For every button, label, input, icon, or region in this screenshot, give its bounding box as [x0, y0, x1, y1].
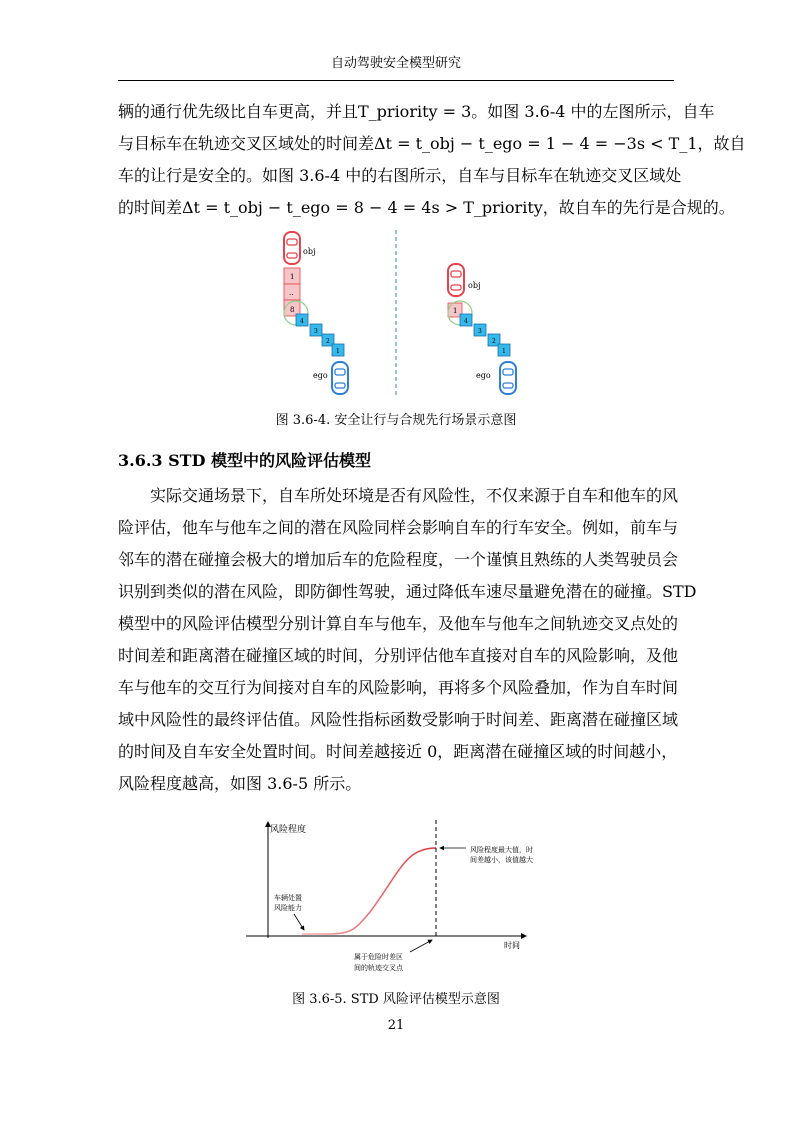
left-obj-label: obj [303, 247, 316, 256]
left-obj-cell-label: .. [289, 289, 294, 297]
running-header: 自动驾驶安全模型研究 [330, 56, 461, 71]
right-ego-cell-label: 4 [464, 318, 468, 325]
y-axis-label: 风险程度 [270, 825, 307, 835]
figure-3-6-5 [240, 816, 560, 982]
cross-annotation-line: 间的轨迹交叉点 [354, 964, 403, 972]
para2-line: 模型中的风险评估模型分别计算自车与他车，及他车与他车之间轨迹交叉点处的 [118, 614, 679, 633]
right-obj-label: obj [468, 281, 481, 290]
header-rule [118, 80, 674, 81]
right-ego-label: ego [476, 371, 491, 380]
ability-annotation-arrow [294, 914, 304, 930]
ability-annotation-line: 车辆处置 [274, 894, 302, 902]
para2-line: 时间差和距离潜在碰撞区域的时间，分别评估他车直接对自车的风险影响，及他 [118, 646, 679, 665]
left-ego-cell-label: 1 [336, 348, 340, 355]
left-ego-cell-label: 4 [300, 318, 304, 325]
figure-3-6-4 [270, 228, 530, 400]
left-ego-cell-label: 2 [326, 338, 330, 345]
right-obj-cell-label: 1 [453, 307, 458, 315]
left-obj-cell-label: 1 [290, 273, 295, 281]
left-obj-car [284, 232, 300, 264]
cross-annotation-arrow [410, 940, 432, 952]
left-ego-car [332, 362, 348, 394]
para1-line: 与目标车在轨迹交叉区域处的时间差Δt = t_obj − t_ego = 1 − 4 = −3s < T_1，故自 [118, 134, 746, 153]
para1-line: 的时间差Δt = t_obj − t_ego = 8 − 4 = 4s > T_priority，故自车的先行是合规的。 [118, 198, 735, 217]
right-ego-cell-label: 1 [502, 348, 506, 355]
ability-annotation-line: 风险能力 [274, 904, 302, 912]
para2-line: 的时间及自车安全处置时间。时间差越接近 0，距离潜在碰撞区域的时间越小， [118, 742, 678, 761]
para2-line: 风险程度越高，如图 3.6-5 所示。 [118, 774, 362, 793]
paragraph-1 [118, 96, 746, 224]
right-ego-cell-label: 2 [492, 338, 496, 345]
max-annotation-line: 风险程度最大值，时 [470, 846, 533, 854]
left-ego-cell-label: 3 [314, 328, 318, 335]
section-heading: 3.6.3 STD 模型中的风险评估模型 [118, 451, 372, 470]
left-ego-label: ego [313, 371, 328, 380]
para2-line: 实际交通场景下，自车所处环境是否有风险性，不仅来源于自车和他车的风 [150, 486, 679, 505]
left-obj-cell-label: 8 [290, 306, 295, 314]
figure-3-6-4-caption: 图 3.6-4. 安全让行与合规先行场景示意图 [275, 413, 517, 428]
right-obj-car [448, 264, 464, 296]
right-ego-car [500, 362, 516, 394]
para2-line: 识别到类似的潜在风险，即防御性驾驶，通过降低车速尽量避免潜在的碰撞。STD [118, 582, 697, 601]
para2-line: 邻车的潜在碰撞会极大的增加后车的危险程度，一个谨慎且熟练的人类驾驶员会 [118, 550, 679, 569]
para2-line: 险评估，他车与他车之间的潜在风险同样会影响自车的行车安全。例如，前车与 [118, 518, 679, 537]
page-number: 21 [387, 1018, 405, 1033]
para2-line: 车与他车的交互行为间接对自车的风险影响，再将多个风险叠加，作为自车时间 [118, 678, 679, 697]
right-ego-cell-label: 3 [478, 328, 482, 335]
para2-line: 域中风险性的最终评估值。风险性指标函数受影响于时间差、距离潜在碰撞区域 [118, 710, 679, 729]
para1-line: 车的让行是安全的。如图 3.6-4 中的右图所示，自车与目标车在轨迹交叉区域处 [118, 166, 682, 185]
paragraph-2 [118, 480, 697, 800]
max-annotation-line: 间差越小，该值越大 [470, 856, 533, 864]
figure-3-6-5-caption: 图 3.6-5. STD 风险评估模型示意图 [292, 992, 500, 1007]
risk-curve [302, 848, 436, 934]
cross-annotation-line: 属于危险时差区 [354, 953, 403, 961]
para1-line: 辆的通行优先级比自车更高，并且T_priority = 3。如图 3.6-4 中的左图所示，自车 [118, 102, 715, 121]
x-axis-label: 时间 [504, 941, 520, 950]
